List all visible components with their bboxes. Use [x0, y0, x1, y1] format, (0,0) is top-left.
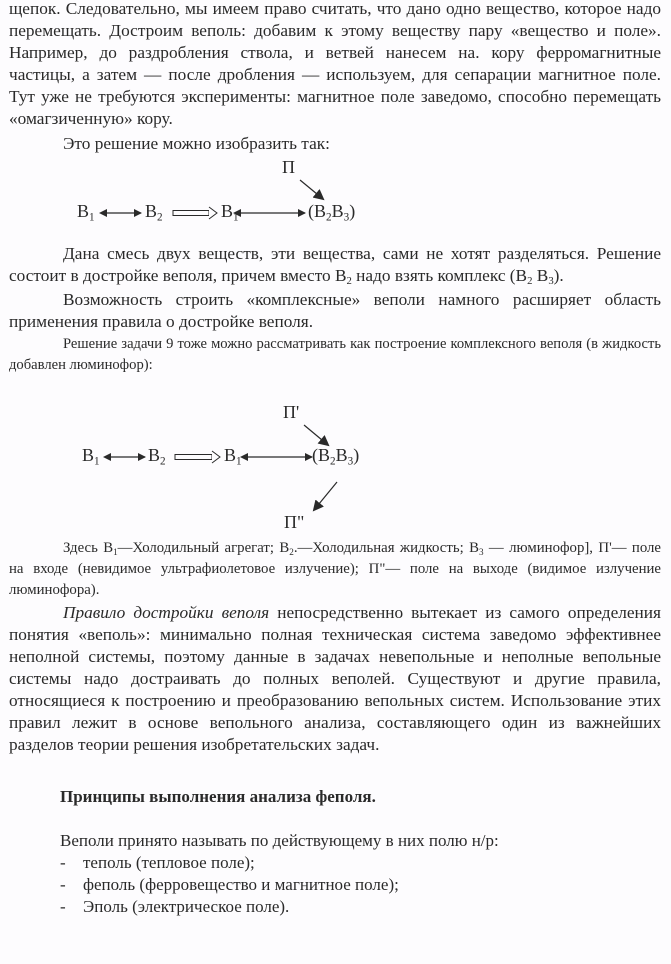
paragraph-magnetic-separation: щепок. Следовательно, мы имеем право считать, что дано одно вещество, которое надо перемещать. Достроим веполь: добавим к этому веществу пару «вещество и поле». Например, до раздробления ствола, и ветвей нанесем на. кору ферромагнитные частицы, а затем — после дробления — используем, для сепарации магнитное поле. Тут уже не требуются эксперименты: магнитное поле заведомо, способно перемещать «омагзиченную» кору. — [9, 0, 661, 128]
diagram-legend-note: Здесь $В_1—Холодильный$ агрегат; $В_2.—Холодильная$ жидкость; $В_3$ — люминофор], П'— поле на входе (невидимое ультрафиолетовое излучение); П"— поле на выходе (видимое излучение люминофора). — [9, 540, 661, 598]
field-p-input: П' — [283, 402, 300, 422]
complex-b2-b3: $(В_2В_3)$ — [308, 201, 356, 224]
paragraph-task-9: Решение задачи 9 тоже можно рассматривать как построение комплексного веполя (в жидкость добавлен люминофор): — [9, 336, 661, 373]
list-item: - теполь (тепловое поле); — [60, 853, 255, 872]
list-item: - Эполь (электрическое поле). — [60, 897, 290, 916]
input-field-arrow — [304, 425, 328, 445]
substance-b1-result: $В_1$ — [221, 201, 239, 224]
complex-b2-b3: $(В_2В_3)$ — [312, 445, 360, 468]
list-dash: - — [60, 853, 66, 872]
transformation-arrow — [173, 207, 217, 219]
substance-b2: $В_2$ — [145, 201, 163, 224]
field-p-output: П" — [284, 512, 305, 532]
list-dash: - — [60, 875, 66, 894]
transformation-arrow — [175, 451, 220, 463]
paragraph-solution-intro: Это решение можно изобразить так: — [63, 134, 330, 153]
list-dash: - — [60, 897, 66, 916]
substance-b1: $В_1$ — [77, 201, 95, 224]
substance-b1-result: $В_1$ — [224, 445, 242, 468]
su-field-diagram-1 — [9, 153, 661, 231]
diagram-1-arrows — [9, 153, 661, 243]
section-heading: Принципы выполнения анализа феполя. — [60, 787, 376, 806]
document-page — [9, 0, 661, 918]
paragraph-completion-rule: Правило достройки веполя непосредственно вытекает из самого определения понятия «веполь»: минимально полная техническая система заведомо эффективнее неполной системы, поэтому данные в задачах невепольные и неполные вепольные системы надо достраивать до полных веполей. Существуют и другие правила, относящиеся к построению и преобразованию вепольных систем. Использование этих правил лежит в основе вепольного анализа, составляющего один из важнейших разделов теории решения изобретательских задач. — [9, 603, 661, 754]
rule-term: Правило достройки веполя — [63, 603, 270, 622]
field-types-list — [9, 852, 661, 918]
paragraph-mixture: Дана смесь двух веществ, эти вещества, сами не хотят разделяться. Решение состоит в достройке веполя, причем вместо $В_2$ надо взять комплекс ($В_2$ $В_3$). — [9, 244, 661, 288]
substance-b1: $В_1$ — [82, 445, 100, 468]
substance-b2: $В_2$ — [148, 445, 166, 468]
list-intro: Веполи принято называть по действующему в них полю н/р: — [60, 831, 499, 850]
paragraph-complex-sufields: Возможность строить «комплексные» веполи намного расширяет область применения правила о достройке веполя. — [9, 290, 661, 331]
field-arrow-p — [300, 180, 323, 199]
list-item: - феполь (ферровещество и магнитное поле); — [60, 875, 399, 894]
output-field-arrow — [314, 482, 337, 510]
su-field-diagram-2 — [9, 376, 661, 536]
field-p: П — [282, 157, 295, 177]
